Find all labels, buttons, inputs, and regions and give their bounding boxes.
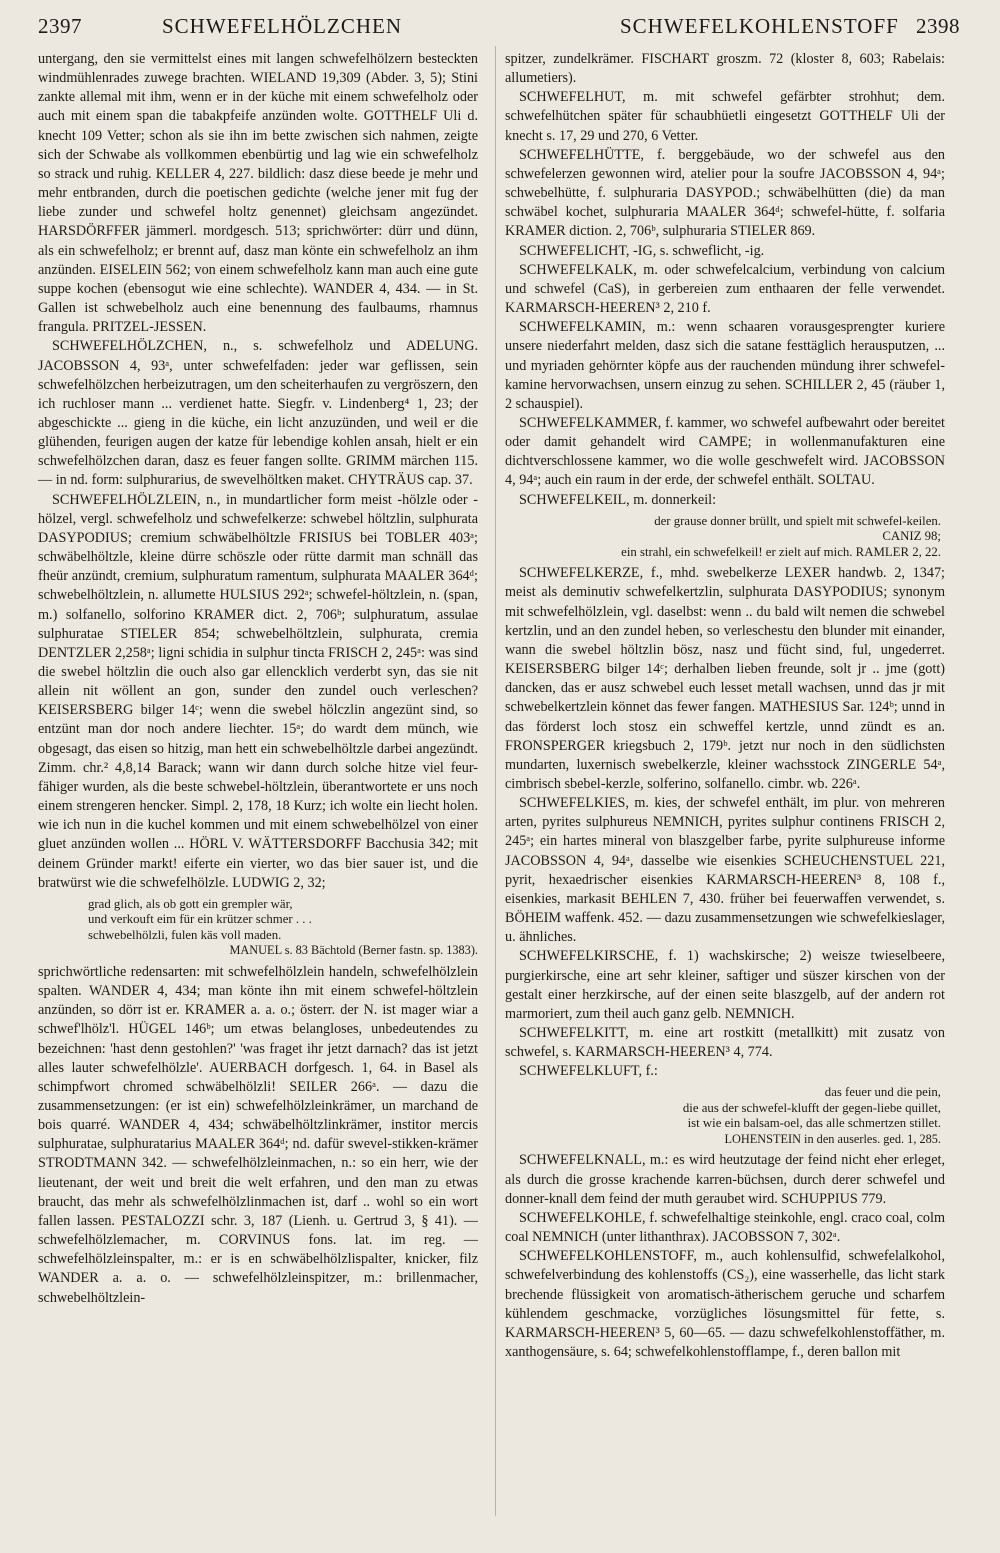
verse-line: grad glich, als ob gott ein grempler wär, [88,896,293,911]
entry-schwefelhoelzchen: SCHWEFELHÖLZCHEN, n., s. schwefelholz und ADELUNG. JACOBSSON 4, 93ᵃ, unter schwefelfaden: jeder war geflissen, sein schwefelhölzchen herbeizutragen, um den scheiterhaufen zu vergröszern, den ich ruchloser mann ... verdienet hatte. Siegfr. v. Lindenberg⁴ 1, 23; der abgeschickte ... gieng in die küche, ein licht anzuzünden, und weil er die glühenden, feurigen augen der katze für lebendige kohlen ansah, hielt er ein schwefelhölzchen daran, dasz es feuer fangen sollte. GRIMM märchen 115. — in nd. form: sulphurarius, de swevelhöltken maket. CHYTRÄUS cap. 37. [38,338,478,489]
verse-quote-kluft [505,1085,945,1147]
entry-schwefelicht: SCHWEFELICHT, -IG, s. schweflicht, -ig. [519,242,765,259]
verse-line: ein strahl, ein schwefelkeil! er zielt auf mich. RAMLER 2, 22. [621,544,941,559]
entry-schwefelhoelzlein-continued: sprichwörtliche redensarten: mit schwefelhölzlein handeln, schwefelhölzlein spalten. WANDER 4, 434; man könte ihn mit einem schwefel-höltzlein anzünden, so dörr ist er. KRAMER a. a. o.; österr. der N. ist mager wiar a schwef'lhölz'l. HÜGEL 146ᵇ; um etwas belangloses, unbedeutendes zu bezeichnen: 'hast denn gestohlen?' 'was fraget ihr jetzt darnach? das ist jetzt alles lauter schwefelhölzle'. AUERBACH dorfgesch. 1, 64. in Basel als schimpfwort chromed schwäbelhölzli! SEILER 266ᵃ. — dazu die zusammensetzungen: (er ist ein) schwefelhölzleinkrämer, un marchand de bois quarré. WANDER 4, 434; schwäbelhöltzlinkrämer, institor mercis sulphuratae, sulphuratarius MAALER 364ᵈ; nd. dafür swevel-stikken-krämer STRODTMANN 342. — schwefelhölzleinmachen, n.: so ein herr, wie der lieutenant, der weit und breit die welt erfahren, und den man zu etwas braucht, das mehr als schwefelhölzlinmachen ist, darf .. wohl so ein wort fallen lassen. PESTALOZZI schr. 3, 187 (Lienh. u. Gertrud 3, § 41). — schwefelhölzlemacher, m. CORVINUS fons. lat. im reg. — schwefelhölzleinspalter, m.: er is en schwäbelhölzlispalter, knicker, filz WANDER a. a. o. — schwefelhölzleinspitzer, m.: brillenmacher, schwebelhöltzlein- [38,963,478,1306]
entry-schwefelknall: SCHWEFELKNALL, m.: es wird heutzutage der feind nicht eher erleget, als durch die grosse krachende karren-büchsen, durch derer schwefel und donner-knall dem feind der muth geraubet wird. SCHUPPIUS 779. [505,1152,945,1207]
entry-schwefelkohlenstoff: SCHWEFELKOHLENSTOFF, m., auch kohlensulfid, schwefelalkohol, schwefelverbindung des kohlenstoffs (CS₂), eine wasserhelle, das licht stark brechende flüssigkeit von aromatisch-ätherischem geruche und scharfem kühlendem geschmacke, vorzügliches lösungsmittel für fette, s. KARMARSCH-HEEREN³ 5, 60—65. — dazu schwefelkohlenstoffäther, m. xanthogensäure, s. 64; schwefelkohlenstofflampe, f., deren ballon mit [505,1248,945,1361]
right-running-head: SCHWEFELKOHLENSTOFF [620,14,899,38]
entry-schwefelkitt: SCHWEFELKITT, m. eine art rostkitt (metallkitt) mit zusatz von schwefel, s. KARMARSCH-HEEREN³ 4, 774. [505,1025,945,1061]
right-column [505,50,945,1362]
verse-line: und verkouft eim für ein krützer schmer . . . [88,912,312,927]
entry-schwefelkluft: SCHWEFELKLUFT, f.: [519,1063,658,1080]
left-column [38,50,478,1308]
verse-line: ist wie ein balsam-oel, das alle schmertzen stillet. [687,1116,941,1131]
entry-schwefelkirsche: SCHWEFELKIRSCHE, f. 1) wachskirsche; 2) weisze twieselbeere, purgierkirsche, eine art sehr kleiner, saftiger und süszer kirschen von der gestalt einer herzkirsche, auf der einen seite blaszgelb, auf der andern rot marmoriert, zum theil auch ganz gelb. NEMNICH. [505,948,945,1022]
verse-line: der grause donner brüllt, und spielt mit schwefel-keilen. [654,513,941,528]
verse-line: schwebelhölzli, fulen käs voll maden. [88,927,282,942]
verse-line: CANIZ 98; [882,529,941,544]
column-divider [495,46,496,1516]
entry-schwefelkerze: SCHWEFELKERZE, f., mhd. swebelkerze LEXER handwb. 2, 1347; meist als deminutiv schwefelkertzlin, sulphurata DASYPODIUS; synonym mit schwefelhölzlein, vgl. daselbst: wenn .. du bald wilt nemen die schwebel kertzlin, und an den zundel heben, so verleschestu den blunder mit einander, wann die swebel höltzlin bösz, nasz und fücht sind, ful, ungederret. KEISERSBERG bilger 14ᶜ; derhalben lieben freunde, solt jr .. jme (gott) dancken, das er ausz schwebel euch lesset metall wachsen, unnd das jr mit schwebelkertzlein könnet das fewer fangen. MATHESIUS Sar. 124ᵇ; unnd in das förderst loch stosz ein schweffel kertzle, unnd zündt es an. FRONSPERGER kriegsbuch 2, 179ᵇ. jetzt nur noch in den südlichsten mundarten, luxernisch swebelkerzle, kleiner wachsstock ZINGERLE 54ᵃ, cimbrisch sbebel-kerzle, solferino, solfanello. cimbr. wb. 226ᵃ. [505,565,945,792]
verse-quote-manuel [38,897,478,959]
entry-schwefelhut: SCHWEFELHUT, m. mit schwefel gefärbter strohhut; dem. schwefelhütchen später für schaubhüetli eingesetzt GOTTHELF Uli der knecht s. 17, 29 und 270, 6 Vetter. [505,89,945,144]
left-running-head: SCHWEFELHÖLZCHEN [162,14,402,38]
entry-schwefelkalk: SCHWEFELKALK, m. oder schwefelcalcium, verbindung von calcium und schwefel (CaS), in gerbereien zum enthaaren der felle verwendet. KARMARSCH-HEEREN³ 2, 210 f. [505,261,945,317]
entry-schwefelholz-continued: untergang, den sie vermittelst eines mit langen schwefelhölzern besteckten windmühlenrades zuwege brachten. WIELAND 19,309 (Abder. 3, 5); Stini zankte allemal mit ihm, wenn er in der küche mit einem schwefelholz oder auch mit einem span die tabakpfeife anzünden wolte. GOTTHELF Uli d. knecht 109 Vetter; schon als sie ihn im bette zwischen sich nahmen, zeigte sich der Schwabe als vollkommen ebenbürtig und lag wie ein schwefelholz so strack und ruhig. KELLER 4, 227. bildlich: dasz diese beede je mehr und mehr entbranden, durch die poetischen gedichte (welche jener mit fug der liebe zunder und schwefel holtz genennet) gleichsam angezündet. HARSDÖRFFER jämmerl. mordgesch. 513; sprichwörter: dürr und dünn, als ein schwefelholz; er brennt auf, dasz man könte ein schwefelholz an ihm anzünden. EISELEIN 562; von einem schwefelholz kann man auch eine gute suppe kochen (ebensogut wie eine schlechte). WANDER 4, 434. — in St. Gallen ist schwebelholz auch eine benennung des faulbaums, rhamnus frangula. PRITZEL-JESSEN. [38,51,478,336]
entry-schwefelhuette: SCHWEFELHÜTTE, f. berggebäude, wo der schwefel aus den schwefelerzen gewonnen wird, atelier pour la soufre JACOBSSON 4, 94ᵃ; schwebelhütte, f. sulphuraria DASYPOD.; schwäbelhütten (die) da man schwäbel kochet, sulphuraria MAALER 364ᵈ; schwefel-hütte, f. solfaria KRAMER diction. 2, 706ᵇ, sulphuraria STIELER 869. [505,146,945,240]
entry-schwefelkamin: SCHWEFELKAMIN, m.: wenn schaaren vorausgesprengter kuriere unsere niederfahrt melden, dasz sich die satane festtäglich herausputzen, ... und myriaden gehörnter köpfe aus der rauchenden mündung ihrer schwefel-kamine hervorwachsen, unsern einzug zu sehen. SCHILLER 2, 45 (räuber 1, 2 schauspiel). [505,319,945,412]
entry-schwefelkammer: SCHWEFELKAMMER, f. kammer, wo schwefel aufbewahrt oder bereitet oder damit gehandelt wird CAMPE; in wollenmanufakturen eine dichtverschlossene kammer, wo die wolle geschwefelt wird. JACOBSSON 4, 94ᵃ; auch ein raum in der erde, der schwefel enthält. SOLTAU. [505,414,945,489]
entry-schwefelkeil: SCHWEFELKEIL, m. donnerkeil: [519,491,717,508]
verse-line: das feuer und die pein, [824,1085,941,1100]
verse-source: MANUEL s. 83 Bächtold (Berner fastn. sp. 1383). [229,943,478,958]
right-page-number: 2398 [916,14,960,38]
entry-schwefelhoelzlein: SCHWEFELHÖLZLEIN, n., in mundartlicher form meist -hölzle oder -hölzel, vergl. schwefelholz und schwefelkerze: schwebel höltzlin, sulphurata DASYPODIUS; cremium schwäbelhöltzle FRISIUS bei TOBLER 403ᵃ; schwäbelhöltzle, kleine dürre schöszle oder rütte darmit man schnäll das fheür anzündt, cremium, sulphuratum ramentum, sulphurata MAALER 364ᵈ; schwebelhöltzlein, n. allumette HULSIUS 292ᵃ; schwefel-höltzlein, n. (span, m.) solfanello, solforino KRAMER dict. 2, 706ᵇ; sulphuratum, assulae sulphuratae STIELER 854; schwebelhöltzlein, sulphurata, cremia DENTZLER 2,258ᵃ; ligni schidia in sulphur tincta FRISCH 2, 245ᵃ: was sind die swebel höltzlin die ouch also gar ellencklich verderbt syn, das sie nit allein nit wöllent an gon, sunder den zundel ouch verleschen? KEISERSBERG bilger 14ᶜ; wenn die swebel hölczlin angezünt sind, so entzünt man dor noch andere liechter. 15ᵃ; do wardt dem münch, wie obgesagt, das eisen so hitzig, man hett ein schwebelhöltzle darbei angezündt. Zimm. chr.² 4,8,14 Barack; wann wir dann durch solche hitze viel feur-fähiger wurden, als die beste schwebel-höltzlein, überantwortete er uns noch einem strengeren hencker. Simpl. 2, 178, 18 Kurz; ich wolte ein liecht holen. wie ich nun in die kuchel kommen und mit einem schwebelhölzel von einer gluet anzünden wollen ... HÖRL V. WÄTTERSDORFF Bacchusia 342; mit deinem Gründer markt! eiferte ein vierter, wo das bier sauer ist, und die bratwürst wie die schwefelhölzle. LUDWIG 2, 32; [38,491,478,891]
verse-line: die aus der schwefel-klufft der gegen-liebe quillet, [682,1100,941,1115]
verse-source: LOHENSTEIN in den auserles. ged. 1, 285. [724,1131,941,1146]
entry-continued-top: spitzer, zundelkrämer. FISCHART groszm. 72 (kloster 8, 603; Rabelais: allumetiers). [505,51,945,87]
verse-quote-keil [505,514,945,561]
left-page-number: 2397 [38,14,82,38]
entry-schwefelkohle: SCHWEFELKOHLE, f. schwefelhaltige steinkohle, engl. craco coal, colm coal NEMNICH (unter lithanthrax). JACOBSSON 7, 302ᵃ. [505,1209,945,1246]
entry-schwefelkies: SCHWEFELKIES, m. kies, der schwefel enthält, im plur. von mehreren arten, pyrites sulphureus NEMNICH, pyrites sulphur continens FRISCH 2, 245ᵃ; ein hartes mineral von blaszgelber farbe, pyrite sulphureuse informe JACOBSSON 4, 94ᵃ, dasselbe wie eisenkies SCHEUCHENSTUEL 221, pyrit, hexaedrischer eisenkies KARMARSCH-HEEREN³ 8, 108 f., eisenkies, markasit BEHLEN 7, 430. früher bei feuerwaffen verwendet, s. BÖHEIM waffenk. 452. — dazu zusammensetzungen wie schwefelkieslager, u. ähnliches. [505,795,945,946]
